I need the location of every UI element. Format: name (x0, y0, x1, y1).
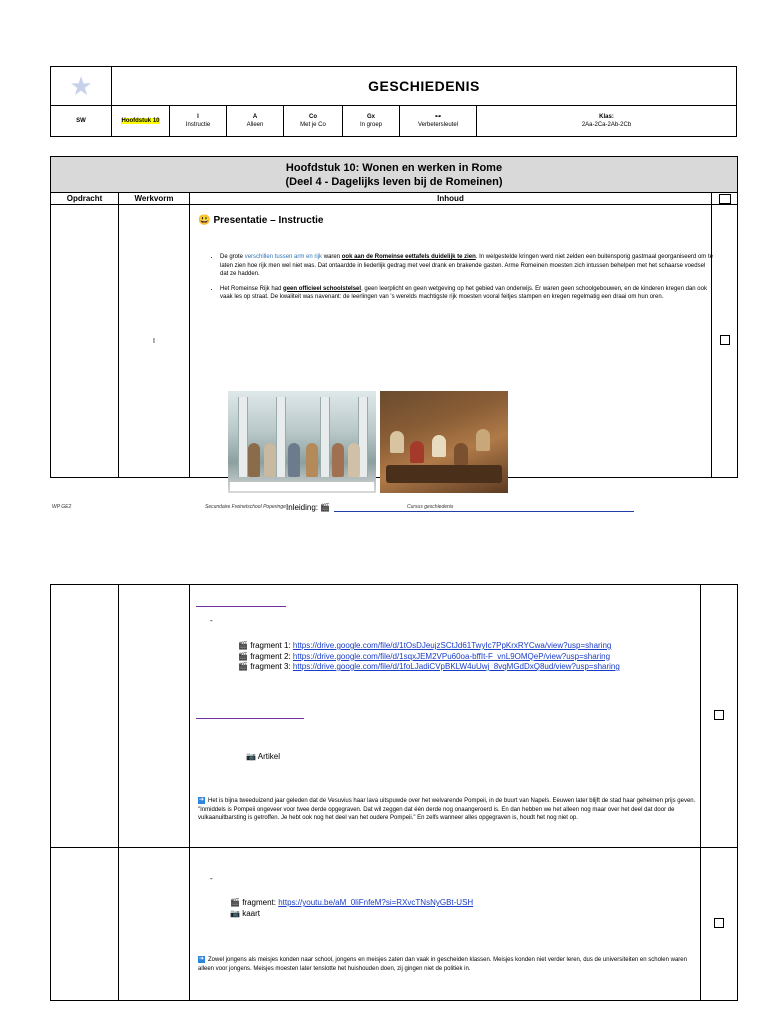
school-paragraph: ➜ Zowel jongens als meisjes konden naar school, jongens en meisjes zaten dan vaak in gescheiden klassen. Meisjes konden niet verder leren, dus de universiteiten en scholen waren alleen voor jongens. Meisjes moesten later tenslotte het huishouden doen, zij gingen niet de politiek in. (198, 956, 687, 972)
fragment-3-link[interactable]: https://drive.google.com/file/d/1foLJadiCVpBKLW4uUwj_8vqMGdDxQ8ud/view?usp=sharing (292, 662, 620, 671)
checkbox-task1[interactable] (720, 335, 730, 345)
movie-clapper-icon: 🎬 (238, 662, 248, 671)
header-col-instructie: I Instructie (170, 106, 227, 137)
intro-line: Inleiding: 🎬 (286, 503, 634, 512)
col-header-check (712, 193, 738, 205)
movie-clapper-icon: 🎬 (238, 641, 248, 650)
fragment-1: 🎬 fragment 1: https://drive.google.com/file/d/1tOsDJeujzSCtJd61TwyIc7PpKrxRYCwa/view?usp=sharing (238, 641, 612, 650)
camera-icon: 📷 (230, 908, 240, 918)
header-col-chapter: Hoofdstuk 10 (112, 106, 170, 137)
task2-check (701, 585, 738, 848)
header-col-in-groep: Gx In groep (343, 106, 400, 137)
pompeii-paragraph: ➜ Het is bijna tweeduizend jaar geleden dat de Vesuvius haar lava uitspuwde over het welvarende Pompeii, in de buurt van Napels. Eeuwen later blijft de stad haar geheimen prijs geven. "Inmiddels is Pompeii ongeveer voor twee derde opgegraven. Dat wil zeggen dat één derde nog onaangeroerd is. En dan hebben we het alleen nog maar over het deel dat door de vulkaanuitbarsting is getroffen. Je hebt ook nog het deel van het oudere Pompeii." En zelfs wanneer alles opgegraven is, houdt het nog niet op. (198, 797, 696, 822)
key-icon: ⊶ (435, 114, 441, 120)
footer-school: Secundaire Freinetschool Poperinge (205, 504, 286, 510)
dash-marker: - (210, 874, 213, 883)
checkbox-task2[interactable] (714, 710, 724, 720)
star-logo-icon: ★ (69, 71, 93, 101)
header-col-sw: SW (51, 106, 112, 137)
checkbox-header[interactable] (719, 194, 731, 204)
bullet-school: • Het Romeinse Rijk had geen officieel schoolstelsel, geen leerplicht en geen wetgeving op het gebied van onderwijs. Er waren geen schoolgebouwen, en de kinderen kregen dan ook vaak les op straat. De kwaliteit was navenant: de leerlingen van 's werelds machtigste rijk moesten vooral feitjes stampen en kregen regelmatig een draai om hun oren. (220, 285, 714, 302)
header-col-verbetersleutel: ⊶ Verbetersleutel (400, 106, 477, 137)
task3-werkvorm (119, 848, 190, 1001)
movie-clapper-icon: 🎬 (230, 898, 240, 907)
col-header-opdracht: Opdracht (51, 193, 119, 205)
task3-check (701, 848, 738, 1001)
map-link[interactable]: kaart (242, 908, 260, 918)
header-col-met-je-co: Co Met je Co (284, 106, 343, 137)
header-table (50, 66, 737, 137)
intro-answer-line[interactable] (334, 511, 634, 512)
task-table-2 (50, 584, 738, 1001)
purple-divider (196, 718, 304, 719)
fragment-video: 🎬 fragment: https://youtu.be/aM_0liFnfeM?si=RXvcTNsNyGBt-USH 📷 kaart (230, 898, 474, 918)
footer-left: WP GE2 (52, 504, 72, 510)
fragment-list (238, 641, 620, 673)
col-header-inhoud: Inhoud (190, 193, 712, 205)
task3-opdracht (51, 848, 119, 1001)
header-col-klas: Klas: 2Aa-2Ca-2Ab-2Cb (477, 106, 737, 137)
fragment-1-link[interactable]: https://drive.google.com/file/d/1tOsDJeujzSCtJd61TwyIc7PpKrxRYCwa/view?usp=sharing (292, 641, 612, 650)
task2-opdracht (51, 585, 119, 848)
arrow-right-icon: ➜ (198, 797, 205, 803)
article-item (246, 752, 280, 761)
task2-werkvorm (119, 585, 190, 848)
roman-school-illustration (228, 391, 376, 493)
footer-course: Cursus geschiedenis (407, 504, 454, 510)
fragment-2: 🎬 fragment 2: https://drive.google.com/file/d/1sqxJEM2VPu60oa-bffIt-F_vnL9OMQeP/view?usp=sharing (238, 651, 611, 661)
bullet-list (200, 253, 714, 308)
task1-werkvorm: I (119, 205, 190, 478)
bullet-rich-poor: • De grote verschillen tussen arm en rijk waren ook aan de Romeinse eettafels duidelijk te zien. In welgestelde kringen werd niet zelden een buitensporig gastmaal georganiseerd om te laten zien hoe rijk men wel niet was. Dat ontaardde in liederlijk gedrag met veel drank en brakende gasten. Arme Romeinen moesten zich intussen behelpen met het schaarse voedsel dat ze hadden. (220, 253, 714, 279)
fragment-2-link[interactable]: https://drive.google.com/file/d/1sqxJEM2VPu60oa-bffIt-F_vnL9OMQeP/view?usp=sharing (292, 651, 611, 661)
task2-inhoud (190, 585, 701, 848)
camera-icon: 📷 (246, 752, 256, 761)
fragment-3: 🎬 fragment 3: https://drive.google.com/file/d/1foLJadiCVpBKLW4uUwj_8vqMGdDxQ8ud/view?usp=sharing (238, 662, 620, 671)
youtube-fragment-link[interactable]: https://youtu.be/aM_0liFnfeM?si=RXvcTNsNyGBt-USH (278, 898, 474, 907)
smiley-icon: 😃 (198, 215, 211, 226)
article-link[interactable]: Artikel (257, 752, 280, 761)
arrow-right-icon: ➜ (198, 956, 205, 962)
logo-cell (51, 67, 112, 106)
header-col-alleen: A Alleen (227, 106, 284, 137)
dash-marker: - (210, 616, 213, 625)
roman-feast-illustration (380, 391, 508, 493)
chapter-title: Hoofdstuk 10: Wonen en werken in Rome (Deel 4 - Dagelijks leven bij de Romeinen) (51, 157, 738, 193)
section-title: 😃 Presentatie – Instructie (198, 215, 324, 226)
col-header-werkvorm: Werkvorm (119, 193, 190, 205)
movie-clapper-icon: 🎬 (238, 651, 248, 661)
purple-divider (196, 606, 286, 607)
task1-opdracht (51, 205, 119, 478)
checkbox-task3[interactable] (714, 918, 724, 928)
page-title: GESCHIEDENIS (112, 67, 737, 106)
task1-check (712, 205, 738, 478)
task3-inhoud (190, 848, 701, 1001)
movie-clapper-icon: 🎬 (320, 503, 331, 512)
